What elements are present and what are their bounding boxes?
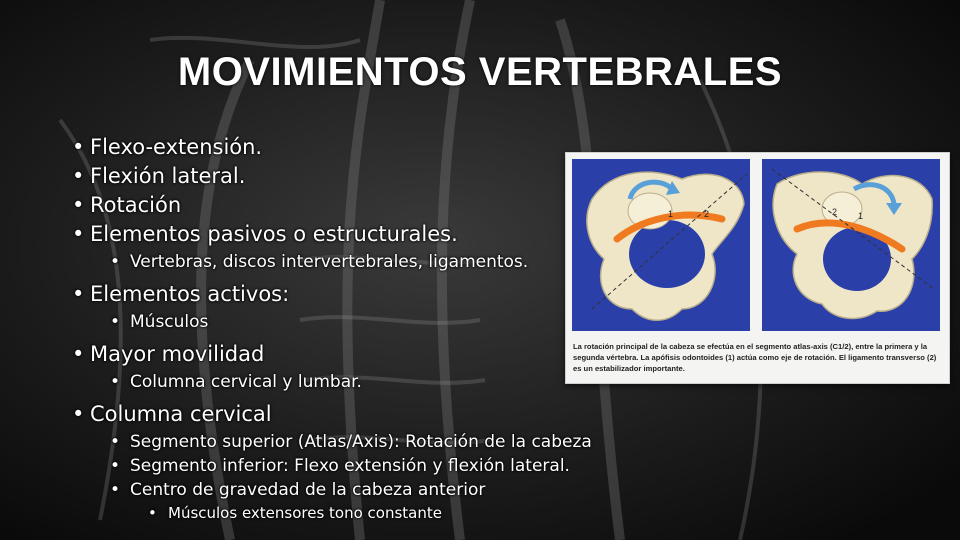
sub-bullet-columna-cervical-lumbar: • Columna cervical y lumbar. [110, 374, 632, 391]
sub-bullet-vertebras: • Vertebras, discos intervertebrales, ligamentos. [110, 254, 632, 271]
bullet-flexo-extension: • Flexo-extensión. [72, 137, 632, 158]
bullet-list [72, 132, 632, 521]
bullet-mayor-movilidad: • Mayor movilidad [72, 344, 632, 365]
bullet-rotacion: • Rotación [72, 195, 632, 216]
sub-bullet-segmento-superior: • Segmento superior (Atlas/Axis): Rotación de la cabeza [110, 434, 632, 451]
bullet-elementos-pasivos: • Elementos pasivos o estructurales. [72, 224, 632, 245]
sub-sub-bullet-musculos-extensores: • Músculos extensores tono constante [148, 506, 632, 521]
atlas-axis-illustration-left [572, 159, 750, 331]
label-ligament-right: 2 [832, 207, 838, 217]
figure-caption: La rotación principal de la cabeza se efectúa en el segmento atlas-axis (C1/2), entre la primera y la segunda vértebra. La apófisis odontoides (1) actúa como eje de rotación. El ligamento transverso (2) es un estabilizador importante. [573, 342, 937, 373]
label-odontoid-left: 1 [668, 209, 674, 219]
sub-bullet-centro-gravedad: • Centro de gravedad de la cabeza anterior [110, 482, 632, 499]
sub-bullet-segmento-inferior: • Segmento inferior: Flexo extensión y flexión lateral. [110, 458, 632, 475]
vertebra-photo-left [572, 159, 750, 331]
bullet-elementos-activos: • Elementos activos: [72, 284, 632, 305]
atlas-axis-illustration-right [762, 159, 940, 331]
sub-bullet-musculos: • Músculos [110, 314, 632, 331]
vertebra-photo-right [762, 159, 940, 331]
slide-title: MOVIMIENTOS VERTEBRALES [177, 50, 783, 94]
atlas-axis-figure [565, 152, 950, 384]
bullet-flexion-lateral: • Flexión lateral. [72, 166, 632, 187]
bullet-columna-cervical: • Columna cervical [72, 404, 632, 425]
label-ligament-left: 2 [704, 209, 710, 219]
label-odontoid-right: 1 [858, 211, 864, 221]
